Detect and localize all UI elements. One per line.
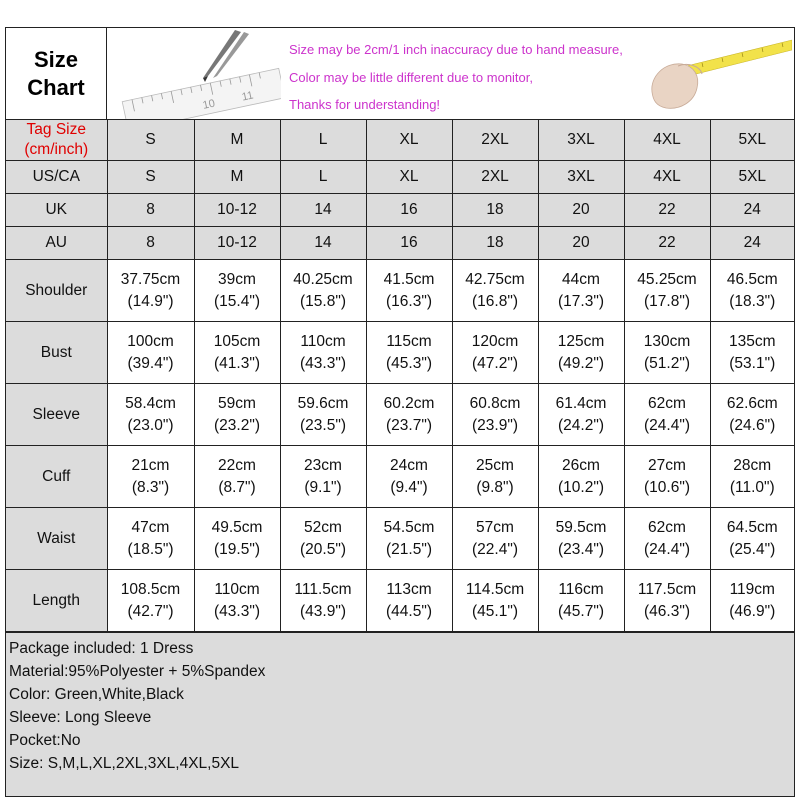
measure-cm: 100cm	[127, 332, 174, 350]
measure-cm: 59cm	[218, 394, 256, 412]
measure-cm: 111.5cm	[294, 580, 352, 598]
measure-cm: 26cm	[562, 456, 600, 474]
measure-cell	[107, 260, 194, 322]
measure-cell	[194, 322, 280, 384]
measure-cell	[366, 570, 452, 632]
measure-cm: 47cm	[131, 518, 170, 536]
measure-cell	[452, 570, 538, 632]
measure-cm: 28cm	[733, 456, 772, 474]
measure-inch: (15.8")	[300, 292, 346, 310]
measure-cell	[538, 446, 624, 508]
measure-cm: 62cm	[648, 394, 686, 412]
table-cell: 22	[624, 227, 710, 260]
measure-cm: 108.5cm	[120, 580, 181, 598]
measure-cm: 135cm	[728, 332, 776, 350]
note-line-2: Color may be little different due to monitor,	[289, 70, 533, 85]
measure-inch: (46.3")	[644, 602, 690, 620]
measure-cm: 116cm	[558, 580, 604, 598]
measure-inch: (9.1")	[304, 478, 342, 496]
measure-cell	[624, 446, 710, 508]
measure-cell	[366, 508, 452, 570]
measure-cell	[107, 508, 194, 570]
measure-cell	[107, 384, 194, 446]
measure-cell	[194, 508, 280, 570]
table-cell: 24	[710, 194, 794, 227]
measure-cm: 49.5cm	[211, 518, 263, 536]
table-row-tag-size	[6, 120, 794, 161]
measure-cell	[538, 260, 624, 322]
measure-cell	[452, 508, 538, 570]
info-pocket: Pocket:No	[9, 732, 81, 749]
measure-inch: (10.6")	[644, 478, 690, 496]
measure-cm: 41.5cm	[383, 270, 435, 288]
measure-cm: 60.8cm	[469, 394, 521, 412]
measure-cm: 130cm	[643, 332, 691, 350]
measure-cm: 64.5cm	[726, 518, 778, 536]
measure-cell	[280, 570, 366, 632]
measure-cell	[280, 384, 366, 446]
measure-cell	[710, 322, 794, 384]
table-cell: S	[107, 161, 194, 194]
measure-inch: (16.3")	[386, 292, 432, 310]
measure-inch: (23.7")	[386, 416, 432, 434]
measure-cell	[624, 260, 710, 322]
measure-notes	[107, 28, 794, 119]
measure-inch: (46.9")	[729, 602, 776, 620]
measure-cell	[194, 384, 280, 446]
measure-cell	[710, 260, 794, 322]
measure-cm: 44cm	[562, 270, 600, 288]
table-row-measure	[6, 508, 794, 570]
measure-cm: 105cm	[213, 332, 261, 350]
measure-cm: 117.5cm	[637, 580, 697, 598]
measure-cm: 115cm	[386, 332, 432, 350]
measure-cell	[452, 322, 538, 384]
measure-cell	[280, 446, 366, 508]
ruler-number-11: 11	[240, 89, 255, 104]
table-cell: 20	[538, 194, 624, 227]
measure-cm: 125cm	[557, 332, 605, 350]
measure-inch: (42.7")	[127, 602, 174, 620]
measure-inch: (24.6")	[729, 416, 776, 434]
measure-cm: 114.5cm	[465, 580, 525, 598]
measure-cm: 21cm	[131, 456, 170, 474]
size-header-cell: 5XL	[710, 120, 794, 161]
tag-size-label-line1: Tag Size	[26, 121, 86, 138]
note-line-1: Size may be 2cm/1 inch inaccuracy due to hand measure,	[289, 42, 623, 57]
measure-cell	[538, 322, 624, 384]
measure-inch: (18.5")	[127, 540, 174, 558]
info-material: Material:95%Polyester + 5%Spandex	[9, 663, 266, 680]
measure-inch: (17.3")	[558, 292, 604, 310]
measure-inch: (14.9")	[127, 292, 174, 310]
measure-cm: 59.5cm	[555, 518, 607, 536]
measure-cell	[624, 322, 710, 384]
measure-cm: 62cm	[648, 518, 686, 536]
chart-title-line1: Size	[33, 46, 78, 72]
measure-cm: 25cm	[476, 456, 514, 474]
measure-inch: (24.4")	[644, 416, 690, 434]
measure-cell	[710, 446, 794, 508]
measure-inch: (22.4")	[472, 540, 518, 558]
table-cell: 22	[624, 194, 710, 227]
measure-inch: (39.4")	[127, 354, 174, 372]
measure-cell	[710, 570, 794, 632]
table-cell: 18	[452, 227, 538, 260]
measure-cell	[710, 508, 794, 570]
measure-inch: (20.5")	[300, 540, 346, 558]
info-color: Color: Green,White,Black	[9, 686, 184, 703]
measure-cell	[366, 260, 452, 322]
measure-inch: (17.8")	[644, 292, 690, 310]
measure-cm: 27cm	[648, 456, 686, 474]
measure-cm: 52cm	[304, 518, 342, 536]
measure-cm: 59.6cm	[297, 394, 349, 412]
measure-inch: (47.2")	[472, 354, 518, 372]
table-row-conversion	[6, 227, 794, 260]
measure-cell	[452, 260, 538, 322]
measure-inch: (18.3")	[729, 292, 776, 310]
info-package: Package included: 1 Dress	[9, 640, 194, 657]
table-row-measure	[6, 322, 794, 384]
table-cell: L	[280, 161, 366, 194]
table-cell: 18	[452, 194, 538, 227]
ruler-pencil-icon	[111, 28, 281, 119]
measure-inch: (44.5")	[386, 602, 432, 620]
table-cell: 4XL	[624, 161, 710, 194]
measure-inch: (45.1")	[472, 602, 518, 620]
measure-cm: 120cm	[471, 332, 519, 350]
measure-cm: 23cm	[304, 456, 342, 474]
measure-inch: (16.8")	[472, 292, 518, 310]
measure-cm: 60.2cm	[383, 394, 435, 412]
measure-cm: 45.25cm	[637, 270, 697, 288]
measure-inch: (8.7")	[218, 478, 256, 496]
row-label: Bust	[6, 322, 107, 384]
measure-inch: (24.2")	[558, 416, 604, 434]
measure-cm: 22cm	[218, 456, 256, 474]
size-header-cell: S	[107, 120, 194, 161]
measure-inch: (43.3")	[300, 354, 346, 372]
measure-cell	[194, 570, 280, 632]
measure-inch: (21.5")	[386, 540, 432, 558]
table-row-conversion	[6, 161, 794, 194]
chart-title	[6, 28, 107, 119]
measure-inch: (51.2")	[644, 354, 690, 372]
info-sleeve: Sleeve: Long Sleeve	[9, 709, 152, 726]
measure-inch: (45.7")	[558, 602, 604, 620]
measure-cm: 24cm	[390, 456, 428, 474]
measure-inch: (23.0")	[127, 416, 174, 434]
row-label: Sleeve	[6, 384, 107, 446]
measure-cm: 61.4cm	[555, 394, 607, 412]
chart-header	[6, 28, 794, 120]
size-header-cell: 4XL	[624, 120, 710, 161]
measure-cm: 58.4cm	[125, 394, 176, 412]
measure-cell	[280, 322, 366, 384]
hand-tape-measure-icon	[642, 32, 792, 117]
measure-cell	[452, 446, 538, 508]
measure-cell	[107, 322, 194, 384]
measure-cm: 37.75cm	[120, 270, 181, 288]
measure-cm: 110cm	[214, 580, 260, 598]
measure-cm: 113cm	[386, 580, 432, 598]
table-row-conversion	[6, 194, 794, 227]
measure-cell	[452, 384, 538, 446]
measure-inch: (41.3")	[214, 354, 260, 372]
measure-cm: 39cm	[218, 270, 256, 288]
size-table	[6, 120, 794, 632]
measure-inch: (23.5")	[300, 416, 346, 434]
measure-cell	[538, 570, 624, 632]
measure-cm: 54.5cm	[383, 518, 435, 536]
size-header-cell: M	[194, 120, 280, 161]
measure-inch: (8.3")	[131, 478, 170, 496]
info-sizes: Size: S,M,L,XL,2XL,3XL,4XL,5XL	[9, 755, 240, 772]
measure-inch: (43.9")	[300, 602, 346, 620]
measure-inch: (19.5")	[214, 540, 260, 558]
table-cell: 8	[107, 227, 194, 260]
table-row-measure	[6, 570, 794, 632]
tag-size-label-line2: (cm/inch)	[24, 141, 89, 158]
measure-cell	[366, 446, 452, 508]
row-label: Shoulder	[6, 260, 107, 322]
measure-inch: (53.1")	[729, 354, 776, 372]
measure-inch: (23.4")	[558, 540, 604, 558]
measure-cell	[624, 508, 710, 570]
measure-cell	[624, 384, 710, 446]
measure-inch: (45.3")	[386, 354, 432, 372]
measure-cell	[107, 446, 194, 508]
product-info	[6, 632, 794, 796]
size-header-cell: 3XL	[538, 120, 624, 161]
table-row-measure	[6, 446, 794, 508]
measure-cell	[194, 446, 280, 508]
measure-cm: 62.6cm	[726, 394, 778, 412]
measure-cell	[538, 384, 624, 446]
table-cell: 14	[280, 194, 366, 227]
size-header-cell: 2XL	[452, 120, 538, 161]
measure-inch: (24.4")	[644, 540, 690, 558]
measure-inch: (23.9")	[472, 416, 518, 434]
measure-cell	[538, 508, 624, 570]
measure-cm: 40.25cm	[293, 270, 353, 288]
size-header-cell: XL	[366, 120, 452, 161]
measure-cm: 46.5cm	[726, 270, 778, 288]
measure-inch: (10.2")	[558, 478, 604, 496]
table-cell: XL	[366, 161, 452, 194]
measure-cm: 110cm	[300, 332, 346, 350]
row-label: UK	[6, 194, 107, 227]
measure-inch: (11.0")	[729, 478, 775, 496]
measure-cell	[107, 570, 194, 632]
measure-inch: (9.4")	[390, 478, 428, 496]
table-cell: 2XL	[452, 161, 538, 194]
measure-cell	[624, 570, 710, 632]
measure-cell	[280, 260, 366, 322]
table-cell: 20	[538, 227, 624, 260]
row-label: Length	[6, 570, 107, 632]
table-cell: 10-12	[194, 227, 280, 260]
measure-cm: 57cm	[476, 518, 514, 536]
measure-cell	[366, 384, 452, 446]
table-cell: 14	[280, 227, 366, 260]
table-cell: 16	[366, 227, 452, 260]
measure-cell	[710, 384, 794, 446]
measure-cell	[194, 260, 280, 322]
measure-cm: 42.75cm	[465, 270, 525, 288]
table-row-measure	[6, 384, 794, 446]
note-line-3: Thanks for understanding!	[289, 97, 441, 112]
measure-cm: 119cm	[729, 580, 775, 598]
measure-inch: (43.3")	[214, 602, 260, 620]
measure-inch: (25.4")	[729, 540, 776, 558]
measure-cell	[280, 508, 366, 570]
table-cell: 5XL	[710, 161, 794, 194]
chart-title-line2: Chart	[27, 74, 85, 100]
table-cell: 10-12	[194, 194, 280, 227]
table-cell: 8	[107, 194, 194, 227]
table-row-measure	[6, 260, 794, 322]
tag-size-label	[6, 120, 107, 161]
measure-inch: (9.8")	[476, 478, 514, 496]
table-cell: M	[194, 161, 280, 194]
row-label: Cuff	[6, 446, 107, 508]
size-chart	[5, 27, 795, 797]
table-cell: 3XL	[538, 161, 624, 194]
row-label: Waist	[6, 508, 107, 570]
row-label: US/CA	[6, 161, 107, 194]
measure-inch: (23.2")	[214, 416, 260, 434]
table-cell: 16	[366, 194, 452, 227]
measure-inch: (49.2")	[558, 354, 604, 372]
row-label: AU	[6, 227, 107, 260]
measure-inch: (15.4")	[214, 292, 260, 310]
ruler-number-10: 10	[201, 97, 217, 112]
table-cell: 24	[710, 227, 794, 260]
size-header-cell: L	[280, 120, 366, 161]
measure-cell	[366, 322, 452, 384]
